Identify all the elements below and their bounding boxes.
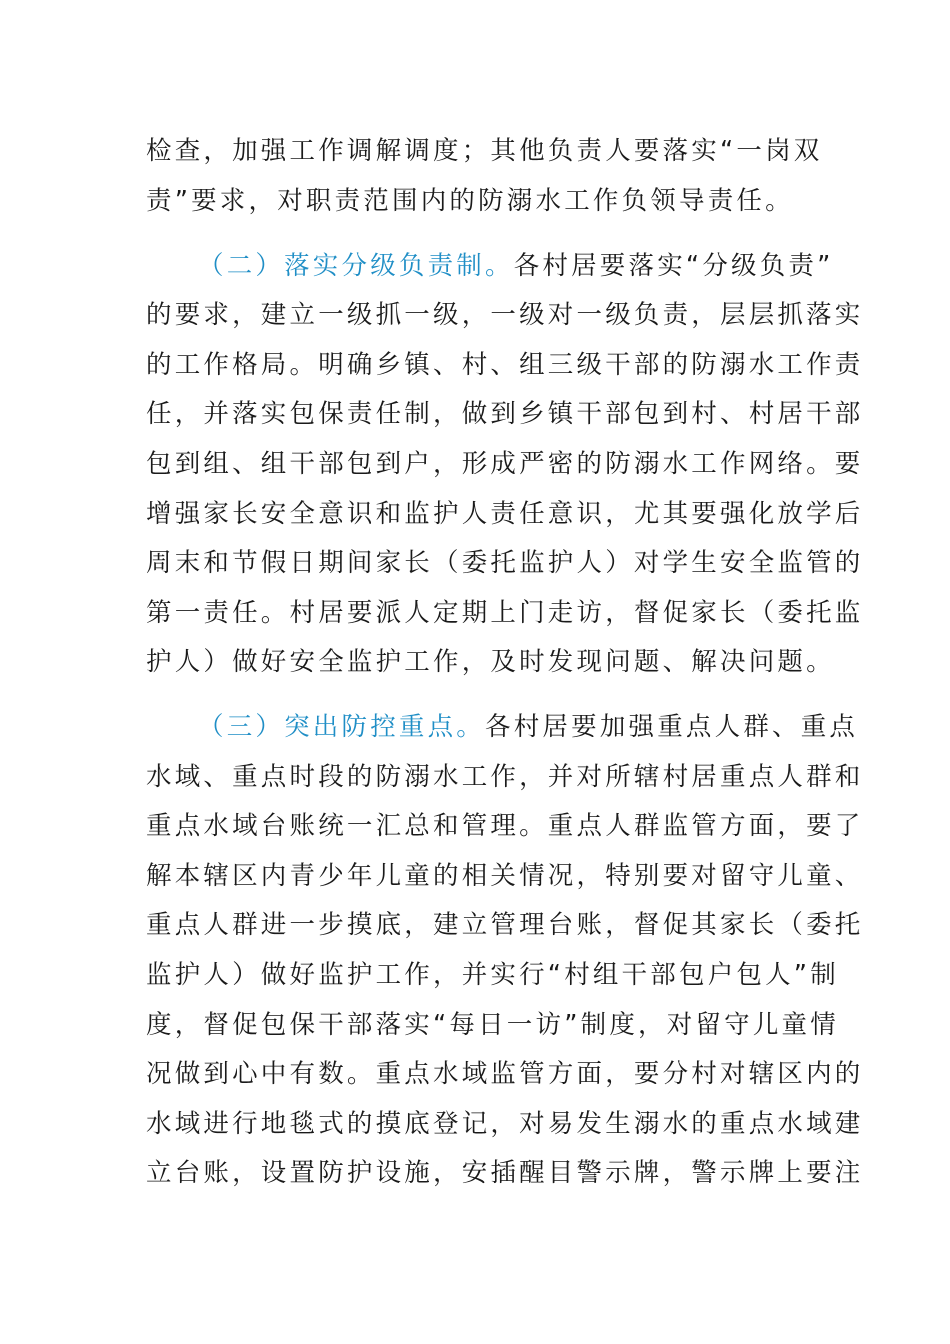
paragraph-line: [146, 131, 823, 171]
line-text: 护人）做好安全监护工作，及时发现问题、解决问题。: [146, 647, 835, 677]
line-text: 增强家长安全意识和监护人责任意识，尤其要强化放学后: [146, 499, 864, 529]
line-text: 责”要求，对职责范围内的防溺水工作负领导责任。: [146, 186, 794, 216]
line-text: 各村居要落实“分级负责”: [513, 251, 834, 281]
line-text: 各村居要加强重点人群、重点: [485, 712, 859, 742]
line-text: 包到组、组干部包到户，形成严密的防溺水工作网络。要: [146, 449, 864, 479]
section-heading: （二）落实分级负责制。: [198, 251, 514, 281]
line-text: 周末和节假日期间家长（委托监护人）对学生安全监管的: [146, 548, 864, 578]
paragraph-line: [146, 394, 864, 434]
line-text: 况做到心中有数。重点水域监管方面，要分村对辖区内的: [146, 1059, 864, 1089]
paragraph-line: [146, 1104, 864, 1144]
paragraph-line: [146, 1153, 864, 1193]
line-text: 解本辖区内青少年儿童的相关情况，特别要对留守儿童、: [146, 861, 864, 891]
line-text: 的工作格局。明确乡镇、村、组三级干部的防溺水工作责: [146, 350, 864, 380]
line-text: 检查，加强工作调解调度；其他负责人要落实“一岗双: [146, 136, 823, 166]
line-text: 水域、重点时段的防溺水工作，并对所辖村居重点人群和: [146, 762, 864, 792]
paragraph-line: [146, 444, 864, 484]
line-text: 监护人）做好监护工作，并实行“村组干部包户包人”制: [146, 960, 839, 990]
line-text: 任，并落实包保责任制，做到乡镇干部包到村、村居干部: [146, 399, 864, 429]
line-text: 度，督促包保干部落实“每日一访”制度，对留守儿童情: [146, 1010, 839, 1040]
line-text: 水域进行地毯式的摸底登记，对易发生溺水的重点水域建: [146, 1109, 864, 1139]
section-heading-line: [198, 246, 834, 286]
paragraph-line: [146, 642, 835, 682]
paragraph-line: [146, 1005, 839, 1045]
paragraph-line: [146, 856, 864, 896]
paragraph-line: [146, 905, 864, 945]
paragraph-line: [146, 543, 864, 583]
paragraph-line: [146, 345, 864, 385]
paragraph-line: [146, 295, 864, 335]
line-text: 重点水域台账统一汇总和管理。重点人群监管方面，要了: [146, 811, 864, 841]
paragraph-line: [146, 757, 864, 797]
line-text: 重点人群进一步摸底，建立管理台账，督促其家长（委托: [146, 910, 864, 940]
paragraph-line: [146, 806, 864, 846]
section-heading-line: [198, 707, 859, 747]
paragraph-line: [146, 593, 864, 633]
line-text: 立台账，设置防护设施，安插醒目警示牌，警示牌上要注: [146, 1158, 864, 1188]
paragraph-line: [146, 494, 864, 534]
line-text: 第一责任。村居要派人定期上门走访，督促家长（委托监: [146, 598, 864, 628]
paragraph-line: [146, 1054, 864, 1094]
line-text: 的要求，建立一级抓一级，一级对一级负责，层层抓落实: [146, 300, 864, 330]
paragraph-line: [146, 181, 806, 221]
section-heading: （三）突出防控重点。: [198, 712, 486, 742]
paragraph-line: [146, 955, 839, 995]
